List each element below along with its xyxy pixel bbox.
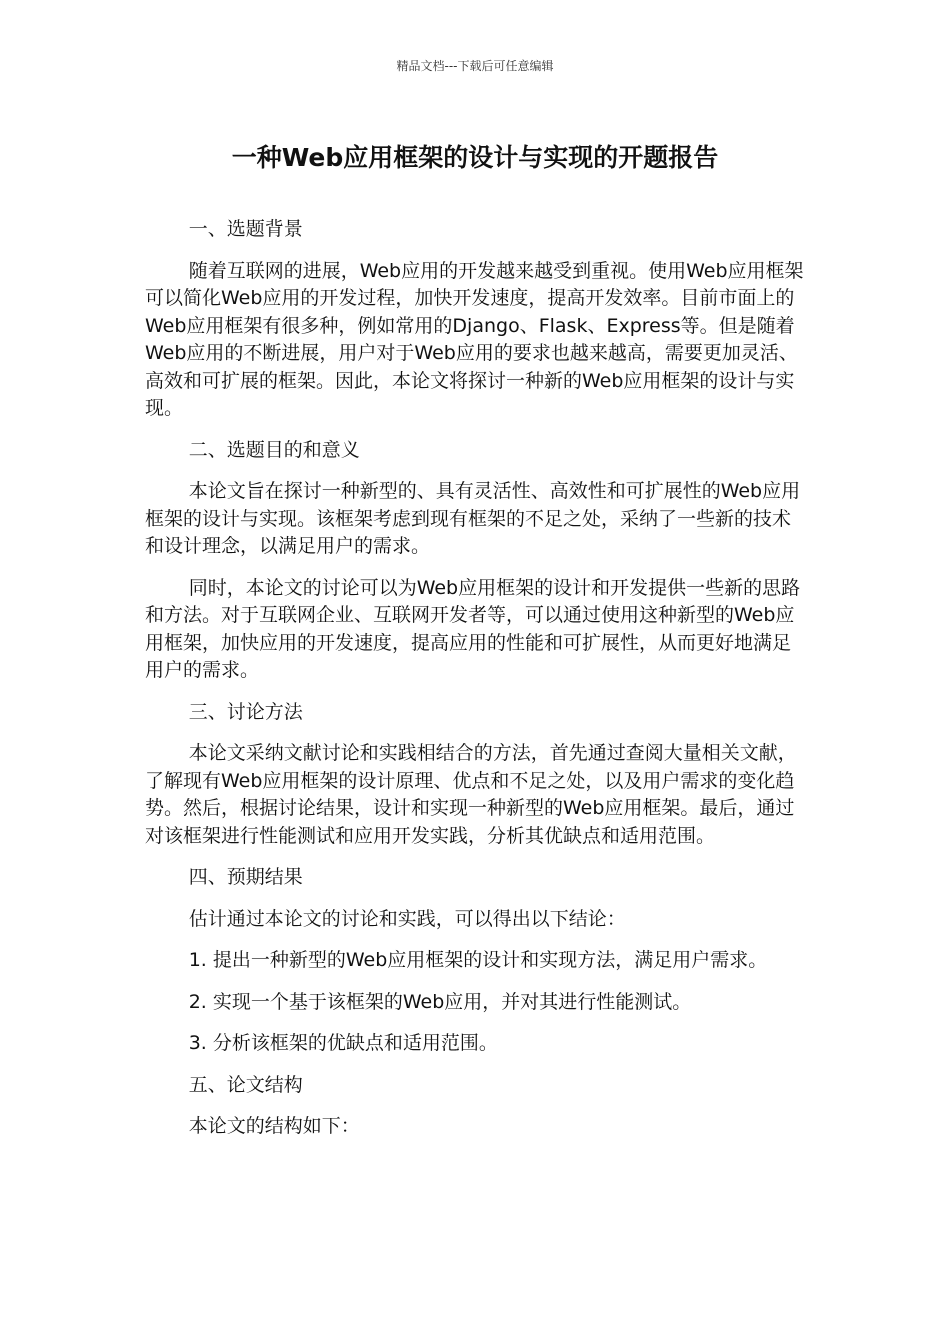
paragraph: 估计通过本论文的讨论和实践，可以得出以下结论： [188,907,626,930]
paragraph: 本论文旨在探讨一种新型的、具有灵活性、高效性和可扩展性的Web应用框架的设计与实现。该框架考虑到现有框架的不足之处，采纳了一些新的技术和设计理念，以满足用户的需求。 [145,480,801,557]
document-body [145,216,809,1155]
list-item: 1. 提出一种新型的Web应用框架的设计和实现方法，满足用户需求。 [188,949,768,971]
section-heading: 五、论文结构 [188,1073,303,1096]
list-item: 2. 实现一个基于该框架的Web应用，并对其进行性能测试。 [188,990,692,1013]
list-item: 3. 分析该框架的优缺点和适用范围。 [188,1032,498,1054]
section-heading: 一、选题背景 [188,218,303,240]
paragraph: 随着互联网的进展，Web应用的开发越来越受到重视。使用Web应用框架可以简化Web应用的开发过程，加快开发速度，提高开发效率。目前市面上的Web应用框架有很多种，例如常用的Django、Flask、Express等。但是随着Web应用的不断进展，用户对于Web应用的要求也越来越高，需要更加灵活、高效和可扩展的框架。因此，本论文将探讨一种新的Web应用框架的设计与实现。 [145,259,804,419]
paragraph: 本论文的结构如下： [188,1115,360,1137]
paragraph: 本论文采纳文献讨论和实践相结合的方法，首先通过查阅大量相关文献，了解现有Web应用框架的设计原理、优点和不足之处，以及用户需求的变化趋势。然后，根据讨论结果，设计和实现一种新型的Web应用框架。最后，通过对该框架进行性能测试和应用开发实践，分析其优缺点和适用范围。 [145,742,797,847]
header-note: 精品文档---下载后可任意编辑 [396,59,554,73]
section-heading: 二、选题目的和意义 [188,438,360,461]
section-heading: 四、预期结果 [188,866,303,888]
paragraph: 同时，本论文的讨论可以为Web应用框架的设计和开发提供一些新的思路和方法。对于互联网企业、互联网开发者等，可以通过使用这种新型的Web应用框架，加快应用的开发速度，提高应用的性能和可扩展性，从而更好地满足用户的需求。 [145,576,801,681]
document-title: 一种Web应用框架的设计与实现的开题报告 [231,143,719,172]
section-heading: 三、讨论方法 [188,700,303,723]
